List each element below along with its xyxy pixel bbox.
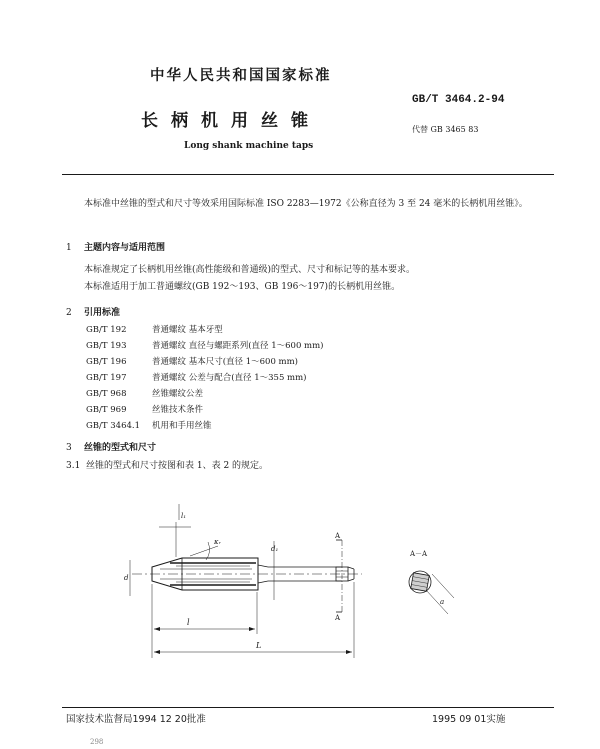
- label-a: a: [440, 598, 445, 606]
- footer-divider: [62, 707, 554, 708]
- label-a-bottom: A: [335, 614, 341, 622]
- section-number: 1: [66, 243, 72, 253]
- section-number: 2: [66, 308, 72, 318]
- reference-code: GB/T 193: [86, 341, 127, 351]
- national-standard-label: 中华人民共和国国家标准: [150, 68, 332, 84]
- section-1-paragraph-1: 本标准规定了长柄机用丝锥(高性能级和普通级)的型式、尺寸和标记等的基本要求。: [84, 265, 416, 275]
- standard-number: GB/T 3464.2-94: [412, 94, 505, 106]
- replaces-note: 代替 GB 3465 83: [412, 125, 479, 134]
- reference-code: GB/T 196: [86, 357, 127, 367]
- reference-title: 机用和手用丝锥: [152, 421, 212, 431]
- section-title: 丝锥的型式和尺寸: [84, 443, 157, 453]
- intro-paragraph: 本标准中丝锥的型式和尺寸等效采用国际标准 ISO 2283—1972《公称直径为 3 至 24 毫米的长柄机用丝锥》。: [84, 199, 528, 209]
- label-L: L: [256, 641, 262, 650]
- clause-text: 丝锥的型式和尺寸按图和表 1、表 2 的规定。: [86, 461, 269, 471]
- section-view: [409, 571, 454, 614]
- reference-code: GB/T 192: [86, 325, 127, 335]
- reference-title: 普通螺纹 基本尺寸(直径 1～600 mm): [152, 357, 298, 367]
- section-number: 3: [66, 443, 72, 453]
- label-kr: κᵣ: [214, 538, 222, 546]
- reference-title: 丝锥螺纹公差: [152, 389, 204, 399]
- section-1-paragraph-2: 本标准适用于加工普通螺纹(GB 192～193、GB 196～197)的长柄机用丝锥。: [84, 282, 401, 292]
- section-label: A－A: [410, 550, 428, 558]
- reference-title: 普通螺纹 直径与螺距系列(直径 1～600 mm): [152, 341, 324, 351]
- reference-code: GB/T 3464.1: [86, 421, 141, 431]
- reference-code: GB/T 969: [86, 405, 127, 415]
- document-subtitle-en: Long shank machine taps: [184, 141, 314, 151]
- implementation-date: 1995 09 01实施: [432, 714, 506, 725]
- approval-authority: 国家技术监督局1994 12 20批准: [66, 714, 206, 725]
- document-title: 长柄机用丝锥: [141, 111, 321, 131]
- reference-title: 普通螺纹 基本牙型: [152, 325, 223, 335]
- page-mark: 298: [90, 738, 104, 746]
- label-d1: d₁: [271, 545, 279, 553]
- section-title: 主题内容与适用范围: [84, 243, 166, 253]
- label-l: l: [187, 618, 190, 627]
- reference-title: 丝锥技术条件: [152, 405, 204, 415]
- clause-number: 3.1: [66, 461, 81, 471]
- reference-code: GB/T 197: [86, 373, 127, 383]
- reference-code: GB/T 968: [86, 389, 127, 399]
- section-title: 引用标准: [84, 308, 121, 318]
- label-a-top: A: [335, 532, 341, 540]
- label-l1: l₁: [181, 512, 187, 520]
- reference-title: 普通螺纹 公差与配合(直径 1～355 mm): [152, 373, 307, 383]
- label-d: d: [124, 574, 129, 582]
